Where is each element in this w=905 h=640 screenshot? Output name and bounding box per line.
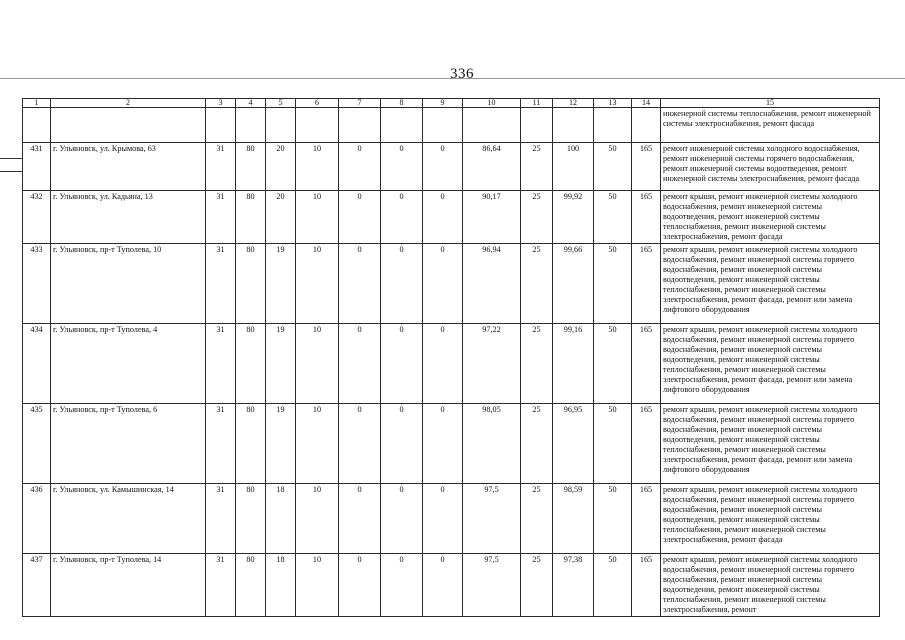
- works-cell: ремонт крыши, ремонт инженерной системы холодного водоснабжения, ремонт инженерной системы горячего водоснабжения, ремонт инженерной системы водоотведения, ремонт инженерной системы теплоснабжения, ремонт инженерной системы электроснабжения, ремонт: [661, 554, 880, 617]
- row-number-cell: 431: [23, 143, 51, 191]
- row-number-cell: 433: [23, 244, 51, 324]
- value-cell: 97,38: [553, 554, 594, 617]
- address-cell: г. Ульяновск, пр-т Туполева, 6: [51, 404, 206, 484]
- value-cell: 25: [521, 191, 553, 244]
- address-cell: г. Ульяновск, ул. Крымова, 63: [51, 143, 206, 191]
- value-cell: 0: [423, 484, 463, 554]
- value-cell: 50: [594, 554, 632, 617]
- row-number-cell: 434: [23, 324, 51, 404]
- column-number-cell: 4: [236, 99, 266, 108]
- value-cell: 31: [206, 143, 236, 191]
- value-cell: 100: [553, 143, 594, 191]
- value-cell: 90,17: [463, 191, 521, 244]
- table-row: [23, 404, 880, 484]
- column-number-row: [23, 99, 880, 108]
- table-row: [23, 484, 880, 554]
- value-cell: 80: [236, 143, 266, 191]
- value-cell: 0: [339, 324, 381, 404]
- value-cell: 97,5: [463, 554, 521, 617]
- value-cell: 25: [521, 404, 553, 484]
- margin-tick: [0, 158, 22, 159]
- works-cell: инженерной системы теплоснабжения, ремонт инженерной системы электроснабжения, ремонт фасада: [661, 108, 880, 143]
- row-number-cell: 437: [23, 554, 51, 617]
- column-number-cell: 1: [23, 99, 51, 108]
- value-cell: 50: [594, 143, 632, 191]
- value-cell: 165: [632, 244, 661, 324]
- works-cell: ремонт крыши, ремонт инженерной системы холодного водоснабжения, ремонт инженерной системы горячего водоснабжения, ремонт инженерной системы водоотведения, ремонт инженерной системы теплоснабжения, ремонт инженерной системы электроснабжения, ремонт фасада: [661, 484, 880, 554]
- value-cell: 19: [266, 244, 296, 324]
- value-cell: 31: [206, 554, 236, 617]
- column-number-cell: 9: [423, 99, 463, 108]
- value-cell: 0: [339, 191, 381, 244]
- value-cell: 165: [632, 554, 661, 617]
- value-cell: 165: [632, 324, 661, 404]
- value-cell: 19: [266, 404, 296, 484]
- value-cell: 99,66: [553, 244, 594, 324]
- value-cell: 165: [632, 191, 661, 244]
- works-cell: ремонт крыши, ремонт инженерной системы холодного водоснабжения, ремонт инженерной системы водоотведения, ремонт инженерной системы теплоснабжения, ремонт инженерной системы электроснабжения, ремонт фасада: [661, 191, 880, 244]
- value-cell: 165: [632, 143, 661, 191]
- value-cell: 0: [339, 143, 381, 191]
- value-cell: 31: [206, 404, 236, 484]
- value-cell: 80: [236, 191, 266, 244]
- value-cell: 0: [381, 324, 423, 404]
- value-cell: 0: [423, 324, 463, 404]
- table-row: [23, 191, 880, 244]
- column-number-cell: 7: [339, 99, 381, 108]
- value-cell: 0: [381, 404, 423, 484]
- value-cell: 0: [423, 191, 463, 244]
- column-number-cell: 3: [206, 99, 236, 108]
- row-number-cell: 435: [23, 404, 51, 484]
- value-cell: 0: [381, 143, 423, 191]
- row-number-cell: 436: [23, 484, 51, 554]
- value-cell: 0: [381, 244, 423, 324]
- column-number-cell: 6: [296, 99, 339, 108]
- value-cell: 0: [339, 554, 381, 617]
- column-number-cell: 11: [521, 99, 553, 108]
- capital-repair-table: [22, 98, 880, 617]
- value-cell: 31: [206, 484, 236, 554]
- column-number-cell: 2: [51, 99, 206, 108]
- works-cell: ремонт инженерной системы холодного водоснабжения, ремонт инженерной системы горячего водоснабжения, ремонт инженерной системы водоотведения, ремонт инженерной системы электроснабжения, ремонт фасада: [661, 143, 880, 191]
- value-cell: 80: [236, 404, 266, 484]
- value-cell: 10: [296, 404, 339, 484]
- column-number-cell: 10: [463, 99, 521, 108]
- address-cell: г. Ульяновск, ул. Кадьяна, 13: [51, 191, 206, 244]
- value-cell: 10: [296, 191, 339, 244]
- value-cell: 99,92: [553, 191, 594, 244]
- value-cell: 50: [594, 324, 632, 404]
- value-cell: 25: [521, 484, 553, 554]
- value-cell: 50: [594, 191, 632, 244]
- value-cell: 31: [206, 244, 236, 324]
- value-cell: 165: [632, 404, 661, 484]
- value-cell: 0: [339, 404, 381, 484]
- column-number-cell: 12: [553, 99, 594, 108]
- value-cell: 10: [296, 324, 339, 404]
- column-number-cell: 5: [266, 99, 296, 108]
- value-cell: 96,94: [463, 244, 521, 324]
- column-number-cell: 13: [594, 99, 632, 108]
- value-cell: 97,5: [463, 484, 521, 554]
- works-cell: ремонт крыши, ремонт инженерной системы холодного водоснабжения, ремонт инженерной системы горячего водоснабжения, ремонт инженерной системы водоотведения, ремонт инженерной системы теплоснабжения, ремонт инженерной системы электроснабжения, ремонт фасада, ремонт или замена лифтового оборудования: [661, 244, 880, 324]
- value-cell: 18: [266, 484, 296, 554]
- column-number-cell: 14: [632, 99, 661, 108]
- margin-tick: [0, 171, 22, 172]
- address-cell: г. Ульяновск, ул. Камышинская, 14: [51, 484, 206, 554]
- value-cell: 0: [339, 484, 381, 554]
- value-cell: 99,16: [553, 324, 594, 404]
- value-cell: 50: [594, 484, 632, 554]
- row-number-cell: 432: [23, 191, 51, 244]
- value-cell: 0: [423, 404, 463, 484]
- value-cell: 0: [423, 143, 463, 191]
- value-cell: 10: [296, 554, 339, 617]
- value-cell: 31: [206, 191, 236, 244]
- value-cell: 0: [423, 554, 463, 617]
- value-cell: 50: [594, 244, 632, 324]
- works-cell: ремонт крыши, ремонт инженерной системы холодного водоснабжения, ремонт инженерной системы горячего водоснабжения, ремонт инженерной системы водоотведения, ремонт инженерной системы теплоснабжения, ремонт инженерной системы электроснабжения, ремонт фасада, ремонт или замена лифтового оборудования: [661, 404, 880, 484]
- value-cell: 86,64: [463, 143, 521, 191]
- value-cell: 10: [296, 143, 339, 191]
- continuation-row: [23, 108, 880, 143]
- address-cell: г. Ульяновск, пр-т Туполева, 4: [51, 324, 206, 404]
- value-cell: 25: [521, 554, 553, 617]
- address-cell: г. Ульяновск, пр-т Туполева, 14: [51, 554, 206, 617]
- value-cell: 25: [521, 324, 553, 404]
- value-cell: 80: [236, 484, 266, 554]
- value-cell: 98,59: [553, 484, 594, 554]
- value-cell: 0: [339, 244, 381, 324]
- value-cell: 25: [521, 143, 553, 191]
- table-row: [23, 143, 880, 191]
- value-cell: 25: [521, 244, 553, 324]
- value-cell: 19: [266, 324, 296, 404]
- table-row: [23, 244, 880, 324]
- value-cell: 0: [423, 244, 463, 324]
- value-cell: 50: [594, 404, 632, 484]
- value-cell: 0: [381, 191, 423, 244]
- value-cell: 18: [266, 554, 296, 617]
- value-cell: 80: [236, 554, 266, 617]
- table-row: [23, 554, 880, 617]
- value-cell: 80: [236, 324, 266, 404]
- value-cell: 10: [296, 244, 339, 324]
- value-cell: 20: [266, 143, 296, 191]
- value-cell: 97,22: [463, 324, 521, 404]
- value-cell: 31: [206, 324, 236, 404]
- value-cell: 10: [296, 484, 339, 554]
- value-cell: 20: [266, 191, 296, 244]
- value-cell: 80: [236, 244, 266, 324]
- value-cell: 0: [381, 554, 423, 617]
- value-cell: 165: [632, 484, 661, 554]
- value-cell: 96,95: [553, 404, 594, 484]
- table-row: [23, 324, 880, 404]
- column-number-cell: 8: [381, 99, 423, 108]
- value-cell: 0: [381, 484, 423, 554]
- value-cell: 98,05: [463, 404, 521, 484]
- page-number: 336: [450, 66, 474, 82]
- address-cell: г. Ульяновск, пр-т Туполева, 10: [51, 244, 206, 324]
- works-cell: ремонт крыши, ремонт инженерной системы холодного водоснабжения, ремонт инженерной системы горячего водоснабжения, ремонт инженерной системы водоотведения, ремонт инженерной системы теплоснабжения, ремонт инженерной системы электроснабжения, ремонт фасада, ремонт или замена лифтового оборудования: [661, 324, 880, 404]
- column-number-cell: 15: [661, 99, 880, 108]
